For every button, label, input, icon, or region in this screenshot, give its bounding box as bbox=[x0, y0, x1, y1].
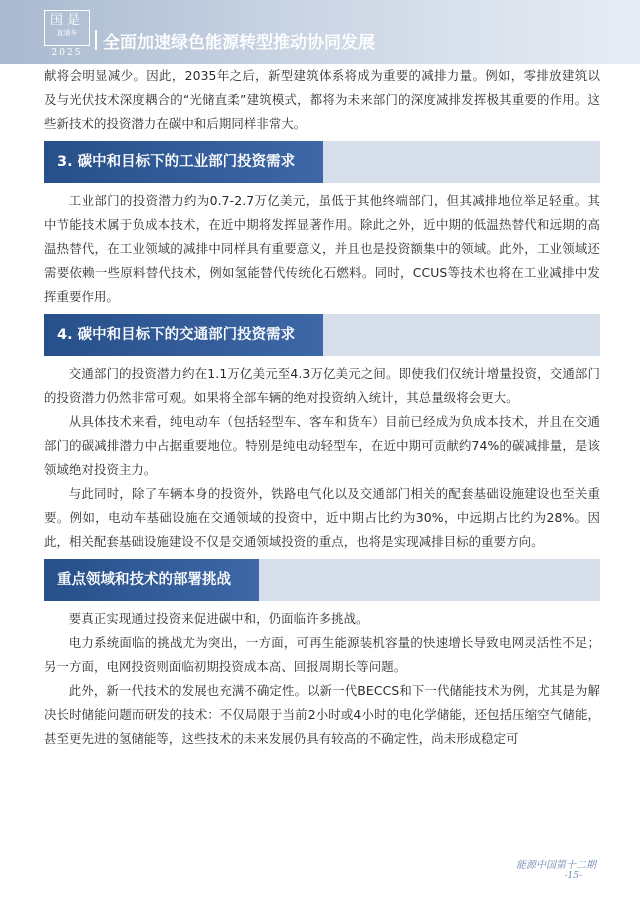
paragraph: 交通部门的投资潜力约在1.1万亿美元至4.3万亿美元之间。即使我们仅统计增量投资，交通部门的投资潜力仍然非常可观。如果将全部车辆的绝对投资纳入统计，其总量级将会更大。 bbox=[44, 366, 600, 405]
header-separator bbox=[95, 30, 97, 50]
page-title: 全面加速绿色能源转型推动协同发展 bbox=[103, 33, 375, 53]
logo-line1: 国是 bbox=[49, 13, 84, 28]
section-heading-transport bbox=[44, 314, 600, 356]
paragraph: 工业部门的投资潜力约为0.7-2.7万亿美元，虽低于其他终端部门，但其减排地位举足轻重。其中节能技术属于负成本技术，在近中期将发挥显著作用。除此之外，近中期的低温热替代和远期的高温热替代，在工业领域的减排中同样具有重要意义，并且也是投资额集中的领域。此外，工业领域还需要依赖一些原料替代技术，例如氢能替代传统化石燃料。同时，CCUS等技术也将在工业减排中发挥重要作用。 bbox=[44, 193, 600, 304]
section-heading-label: 3. 碳中和目标下的工业部门投资需求 bbox=[44, 141, 323, 183]
section-heading-label: 重点领域和技术的部署挑战 bbox=[44, 559, 259, 601]
header-banner bbox=[0, 0, 640, 64]
paragraph: 从具体技术来看，纯电动车（包括轻型车、客车和货车）目前已经成为负成本技术，并且在交通部门的碳减排潜力中占据重要地位。特别是纯电动轻型车，在近中期可贡献约74%的碳减排量，是该领域绝对投资主力。 bbox=[44, 414, 600, 477]
paragraph: 要真正实现通过投资来促进碳中和，仍面临许多挑战。 bbox=[68, 611, 369, 626]
section-heading-challenges bbox=[44, 559, 600, 601]
intro-paragraph: 献将会明显减少。因此，2035年之后，新型建筑体系将成为重要的减排力量。例如，零排放建筑以及与光伏技术深度耦合的“光储直柔”建筑模式，都将为未来部门的深度减排发挥极其重要的作用。这些新技术的投资潜力在碳中和后期同样非常大。 bbox=[44, 68, 600, 131]
paragraph: 与此同时，除了车辆本身的投资外，铁路电气化以及交通部门相关的配套基础设施建设也至关重要。例如，电动车基础设施在交通领域的投资中，近中期占比约为30%，中远期占比约为28%。因此，相关配套基础设施建设不仅是交通领域投资的重点，也将是实现减排目标的重要方向。 bbox=[44, 486, 600, 549]
section-heading-industry bbox=[44, 141, 600, 183]
logo bbox=[44, 10, 90, 46]
journal-name: 能源中国第十二期 bbox=[516, 860, 596, 871]
logo-year: 2025 bbox=[51, 48, 83, 58]
paragraph: 此外，新一代技术的发展也充满不确定性。以新一代BECCS和下一代储能技术为例，尤其是为解决长时储能问题而研发的技术：不仅局限于当前2小时或4小时的电化学储能，还包括压缩空气储能，甚至更先进的氢储能等，这些技术的未来发展仍具有较高的不确定性，尚未形成稳定可 bbox=[44, 683, 600, 746]
section-heading-label: 4. 碳中和目标下的交通部门投资需求 bbox=[44, 314, 323, 356]
page-number: -15- bbox=[564, 871, 582, 881]
article-body bbox=[44, 64, 600, 751]
logo-line2: 直通车 bbox=[56, 29, 78, 37]
paragraph: 电力系统面临的挑战尤为突出，一方面，可再生能源装机容量的快速增长导致电网灵活性不足；另一方面，电网投资则面临初期投资成本高、回报周期长等问题。 bbox=[44, 635, 600, 674]
